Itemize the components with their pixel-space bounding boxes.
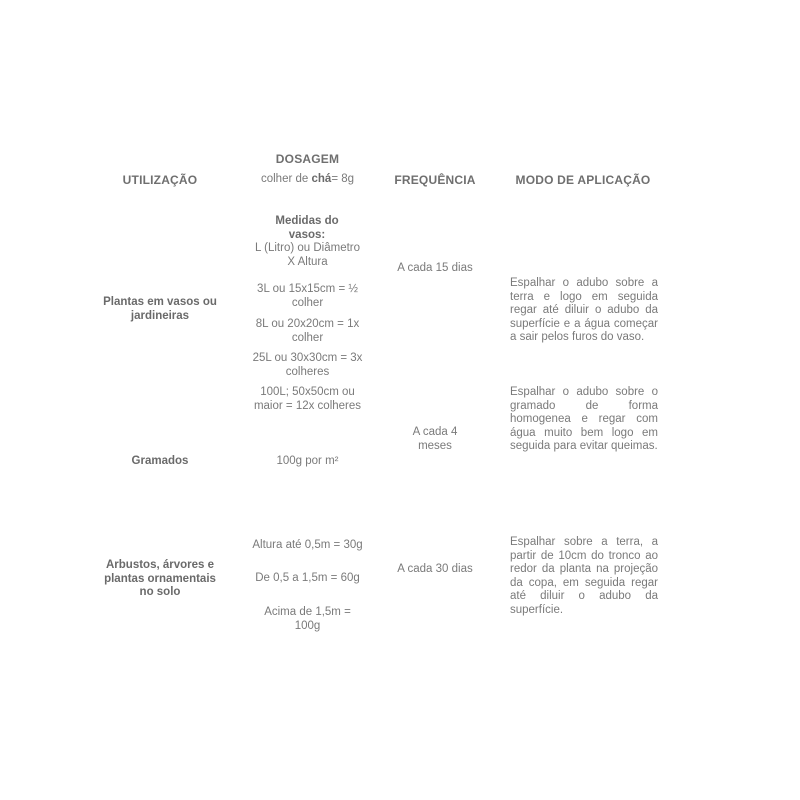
dose-item: Acima de 1,5m = 100g [264,606,351,632]
dose-item: 100L; 50x50cm ou maior = 12x colheres [253,386,362,412]
row-use-vasos: Plantas em vasos ou jardineiras [103,296,217,322]
dose-item: 100g por m² [276,455,339,467]
header-modo-aplicacao: MODO DE APLICAÇÃO [515,173,651,187]
freq-arbustos: A cada 30 dias [397,563,473,575]
header-dosagem: DOSAGEM [275,152,340,166]
row-use-gramados: Gramados [131,455,189,467]
dose-title-vasos: Medidas do vasos: [275,215,339,241]
header-utilizacao: UTILIZAÇÃO [122,173,198,187]
dose-item: 3L ou 15x15cm = ½ colher [257,283,358,309]
freq-gramados: A cada 4 meses [412,426,458,452]
freq-vasos: A cada 15 dias [397,262,473,274]
row-use-arbustos: Arbustos, árvores e plantas ornamentais no solo [104,559,216,598]
header-frequencia: FREQUÊNCIA [394,173,476,187]
dose-subtitle-vasos: L (Litro) ou Diâmetro X Altura [254,242,361,268]
mode-arbustos: Espalhar sobre a terra, a partir de 10cm do tronco ao redor da planta na projeção da copa, em seguida regar até diluir o adubo da superfície. [510,536,658,616]
dose-item: Altura até 0,5m = 30g [252,539,363,551]
dose-item: 8L ou 20x20cm = 1x colher [255,318,360,344]
mode-vasos: Espalhar o adubo sobre a terra e logo em seguida regar até diluir o adubo da superfície e a água começar a sair pelos furos do vaso. [510,277,658,343]
dose-item: De 0,5 a 1,5m = 60g [255,572,360,584]
header-dosagem-sub: colher de chá= 8g [260,173,355,185]
dose-item: 25L ou 30x30cm = 3x colheres [252,352,363,378]
mode-gramados: Espalhar o adubo sobre o gramado de forma homogenea e regar com água muito bem logo em seguida para evitar queimas. [510,386,658,452]
